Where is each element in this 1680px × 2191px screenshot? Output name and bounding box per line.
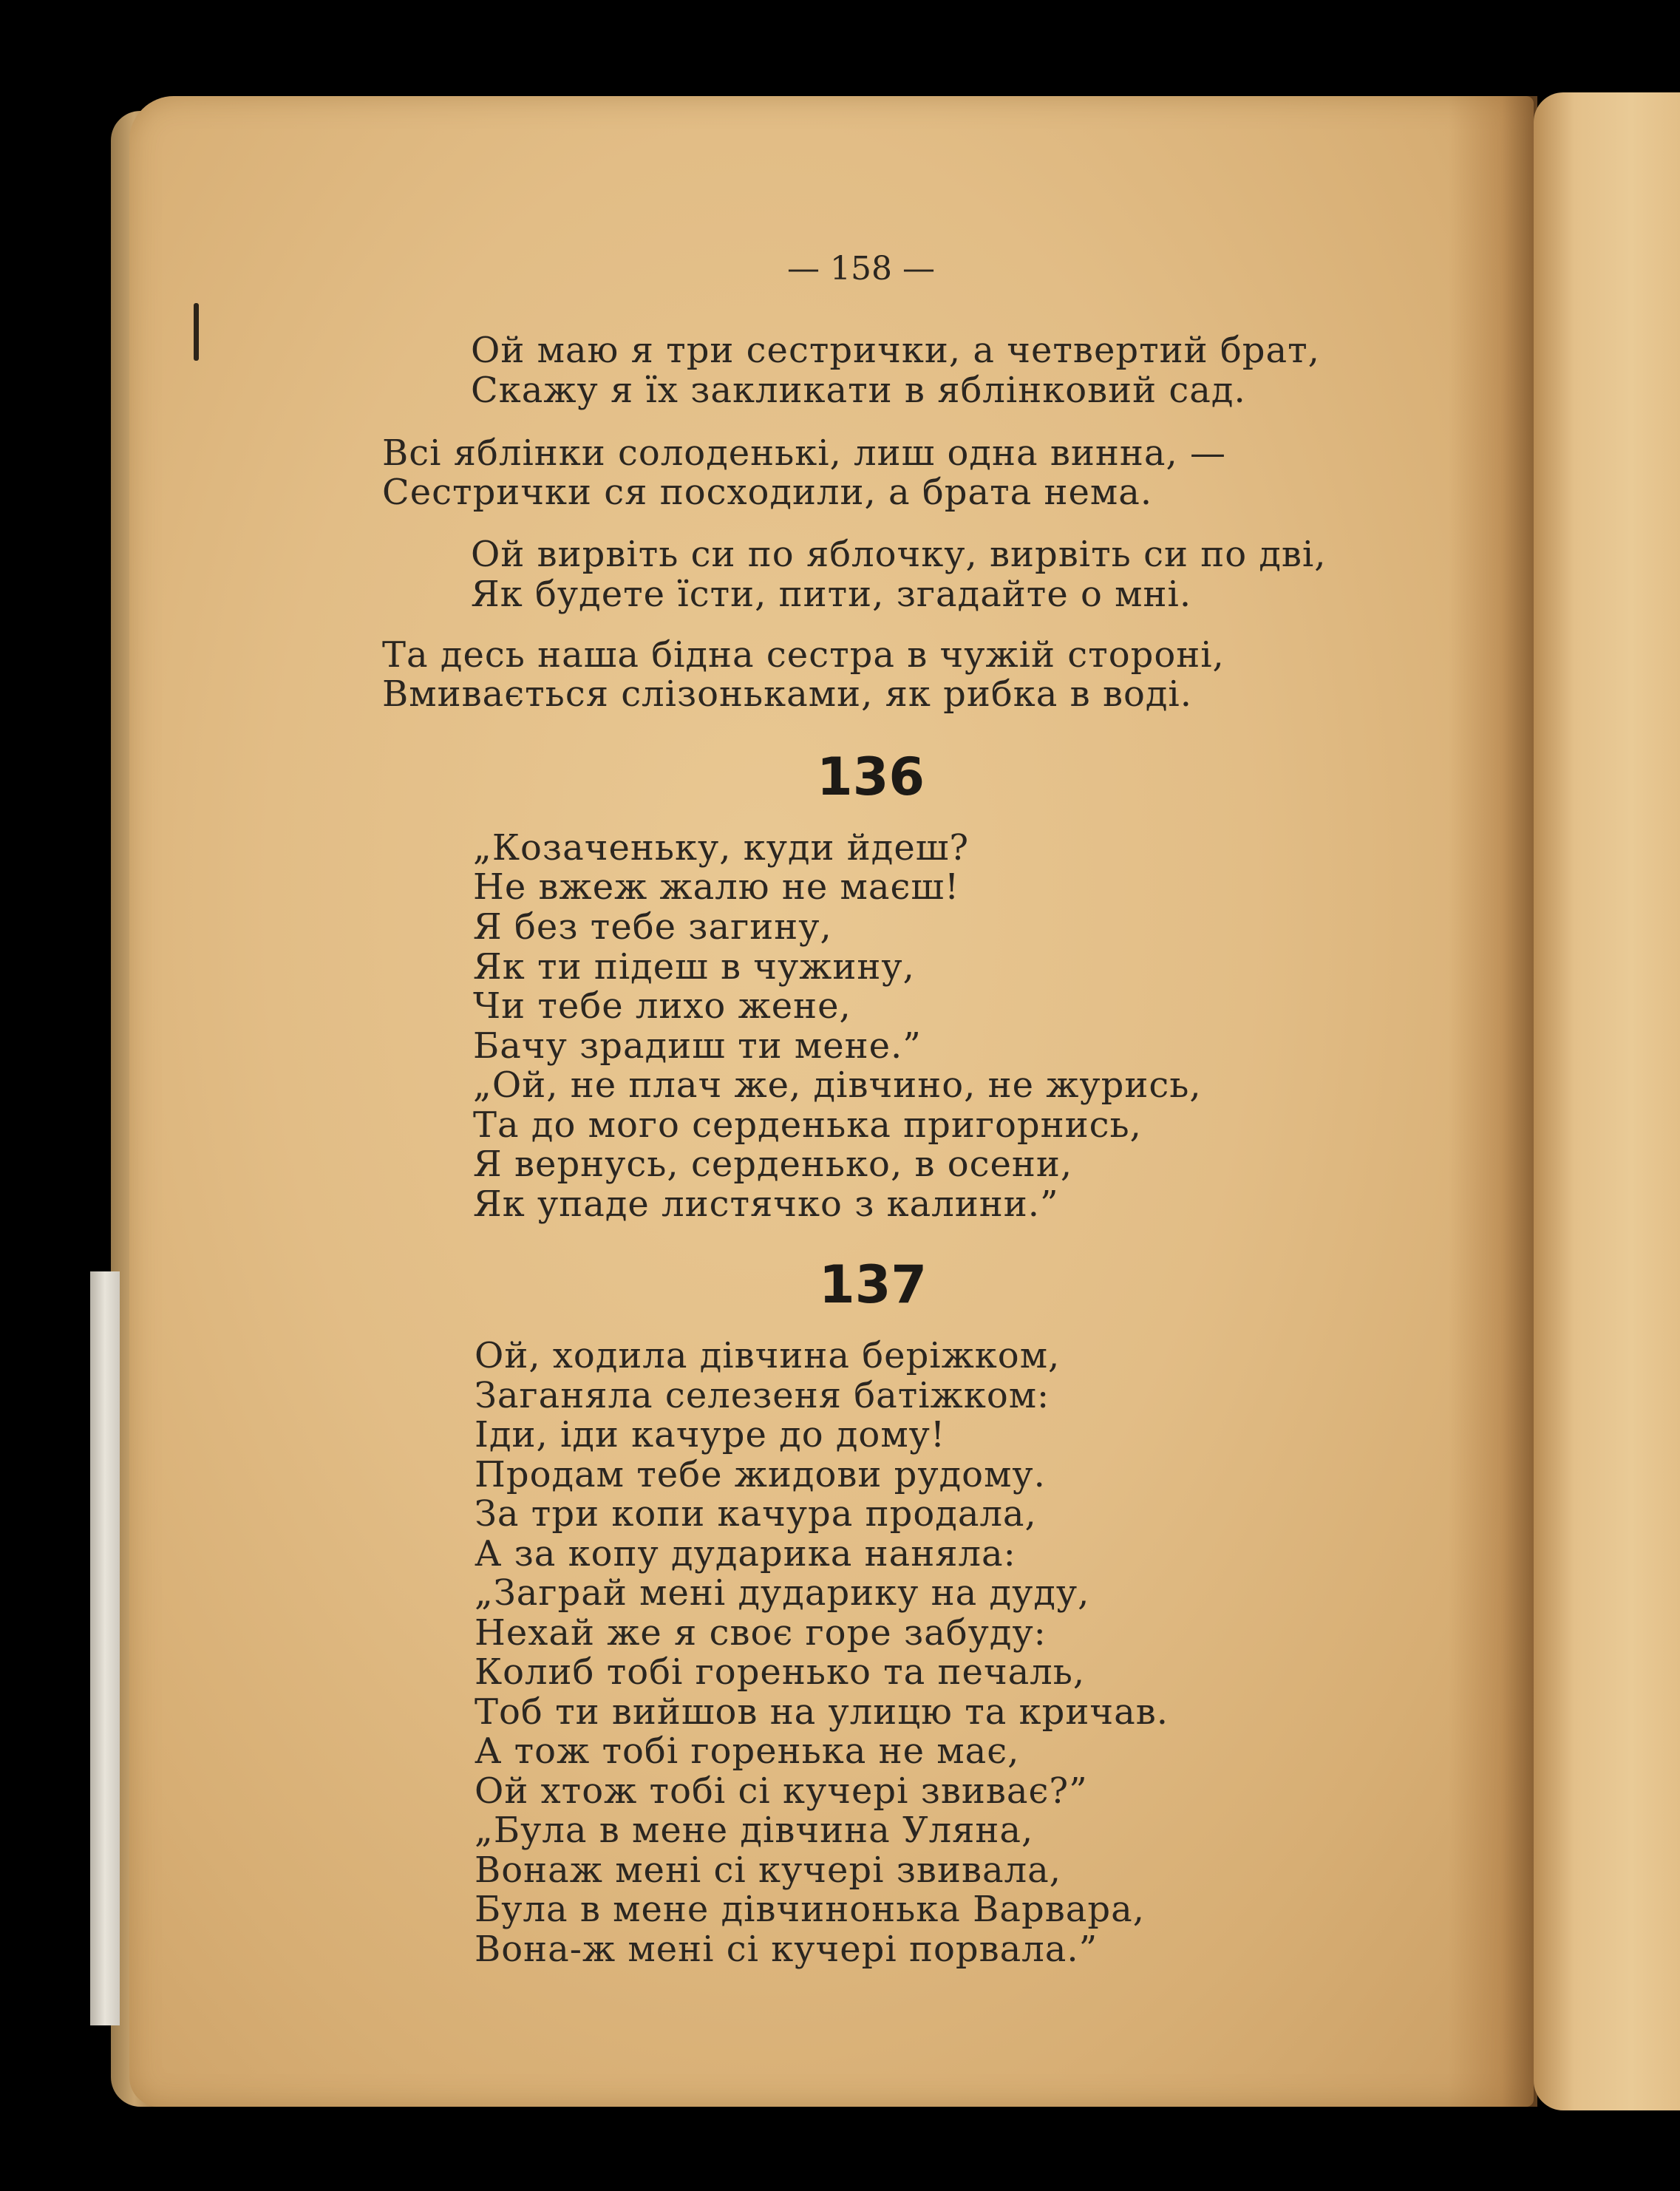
ink-mark (194, 303, 199, 361)
verse-line: Колиб тобі горенько та печаль, (475, 1651, 1086, 1693)
verse-line: Як будете їсти, пити, згадайте о мні. (471, 574, 1192, 615)
verse-line: Та до мого серденька пригорнись, (473, 1104, 1142, 1146)
book-gutter (1449, 96, 1537, 2107)
verse-line: Бачу зрадиш ти мене.” (473, 1025, 922, 1067)
paper-strip (90, 1271, 120, 2025)
verse-line: Сестрички ся посходили, а брата нема. (382, 472, 1153, 513)
page-number: — 158 — (787, 250, 935, 288)
verse-line: Продам тебе жидови рудому. (475, 1454, 1046, 1495)
verse-line: Та десь наша бідна сестра в чужій стороні, (382, 634, 1225, 676)
verse-line: Ой вирвіть си по яблочку, вирвіть си по дві, (471, 534, 1327, 575)
verse-line: Нехай же я своє горе забуду: (475, 1612, 1047, 1654)
verse-line: Вона-ж мені сі кучері порвала.” (475, 1929, 1098, 1970)
verse-line: „Заграй мені дударику на дуду, (475, 1572, 1090, 1614)
verse-line: Всі яблінки солоденькі, лиш одна винна, — (382, 432, 1226, 474)
verse-line: „Ой, не плач же, дівчино, не журись, (473, 1064, 1202, 1106)
verse-line: Не вжеж жалю не маєш! (473, 866, 960, 908)
verse-line: Як ти підеш в чужину, (473, 946, 915, 988)
verse-line: „Була в мене дівчина Уляна, (475, 1810, 1034, 1851)
verse-line: „Козаченьку, куди йдеш? (473, 827, 970, 869)
verse-line: Ой, ходила дівчина беріжком, (475, 1335, 1061, 1376)
song-number-137: 137 (819, 1254, 928, 1315)
verse-line: За три копи качура продала, (475, 1493, 1037, 1535)
verse-line: Скажу я їх закликати в яблінковий сад. (471, 370, 1246, 411)
verse-line: Я без тебе загину, (473, 906, 832, 948)
verse-line: А за копу дударика наняла: (475, 1533, 1016, 1575)
verse-line: А тож тобі горенька не має, (475, 1730, 1020, 1772)
verse-line: Заганяла селезеня батіжком: (475, 1375, 1050, 1416)
verse-line: Чи тебе лихо жене, (473, 985, 851, 1027)
verse-line: Як упаде листячко з калини.” (473, 1183, 1059, 1225)
verse-line: Вонаж мені сі кучері звивала, (475, 1849, 1061, 1891)
verse-line: Тоб ти вийшов на улицю та кричав. (475, 1691, 1169, 1733)
verse-line: Вмивається слізоньками, як рибка в воді. (382, 673, 1193, 715)
song-number-136: 136 (817, 747, 925, 807)
verse-line: Ой хтож тобі сі кучері звиває?” (475, 1770, 1088, 1812)
next-page-edge (1534, 92, 1680, 2110)
verse-line: Іди, іди качуре до дому! (475, 1414, 946, 1455)
verse-line: Ой маю я три сестрички, а четвертий брат, (471, 330, 1320, 371)
verse-line: Була в мене дівчинонька Варвара, (475, 1889, 1145, 1930)
verse-line: Я вернусь, серденько, в осени, (473, 1144, 1073, 1185)
